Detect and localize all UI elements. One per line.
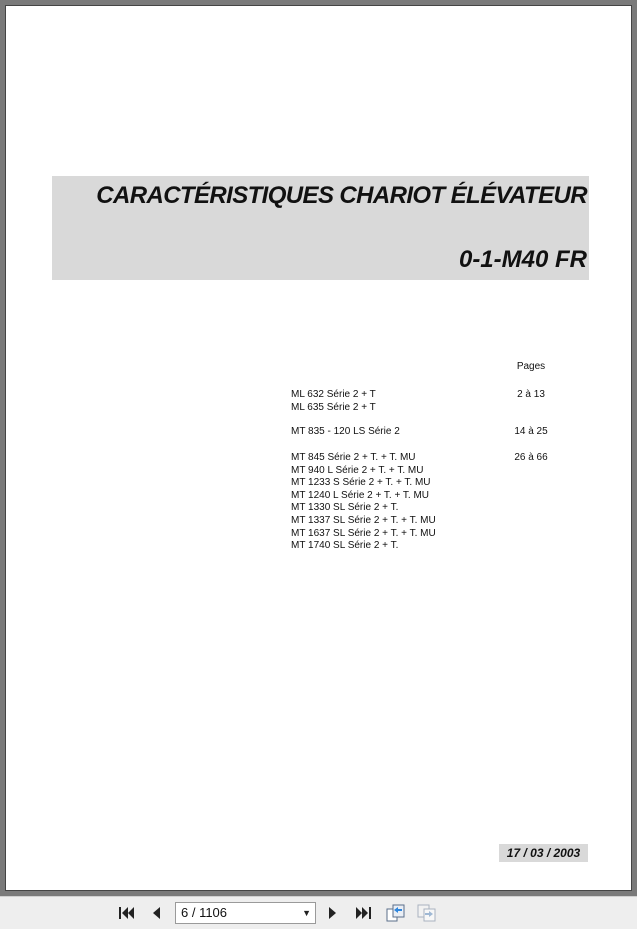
toc-model: MT 1240 L Série 2 + T. + T. MU [291,489,430,501]
next-page-button[interactable] [323,904,343,922]
back-view-icon [386,904,406,922]
document-page [5,5,632,891]
forward-view-button[interactable] [417,904,437,922]
viewer-toolbar [0,896,637,929]
toc-model: ML 632 Série 2 + T [291,389,376,400]
toc-page-range: 26 à 66 [514,452,548,463]
toc-group-mt835 [291,426,591,439]
toc-model: MT 940 L Série 2 + T. + T. MU [291,464,424,476]
last-page-button[interactable] [354,904,374,922]
toc-group-mt [291,452,591,553]
page-selector[interactable] [175,902,316,924]
toc-page-range: 14 à 25 [514,426,548,437]
previous-page-icon [149,905,163,921]
pages-header: Pages [516,361,546,372]
toc-model: ML 635 Série 2 + T [291,401,376,413]
toc-model: MT 1637 SL Série 2 + T. + T. MU [291,527,436,539]
previous-page-button[interactable] [146,904,166,922]
toc-model: MT 1337 SL Série 2 + T. + T. MU [291,514,436,526]
document-date: 17 / 03 / 2003 [499,844,588,862]
forward-view-icon [417,904,437,922]
toc-model: MT 1740 SL Série 2 + T. [291,540,399,552]
back-view-button[interactable] [386,904,406,922]
toc-group-ml [291,389,591,414]
toc-page-range: 2 à 13 [517,389,545,400]
first-page-icon [117,905,135,921]
title-block [52,176,589,280]
toc-model: MT 835 - 120 LS Série 2 [291,426,400,437]
first-page-button[interactable] [116,904,136,922]
document-code: 0-1-M40 FR [458,246,587,273]
last-page-icon [355,905,373,921]
page-indicator: 6 / 1106 [181,905,228,920]
chevron-down-icon: ▼ [302,908,311,918]
toc-model: MT 845 Série 2 + T. + T. MU [291,452,416,463]
toc-model: MT 1330 SL Série 2 + T. [291,502,399,514]
toc-model: MT 1233 S Série 2 + T. + T. MU [291,477,431,489]
next-page-icon [326,905,340,921]
document-title: CARACTÉRISTIQUES CHARIOT ÉLÉVATEUR [96,182,587,209]
